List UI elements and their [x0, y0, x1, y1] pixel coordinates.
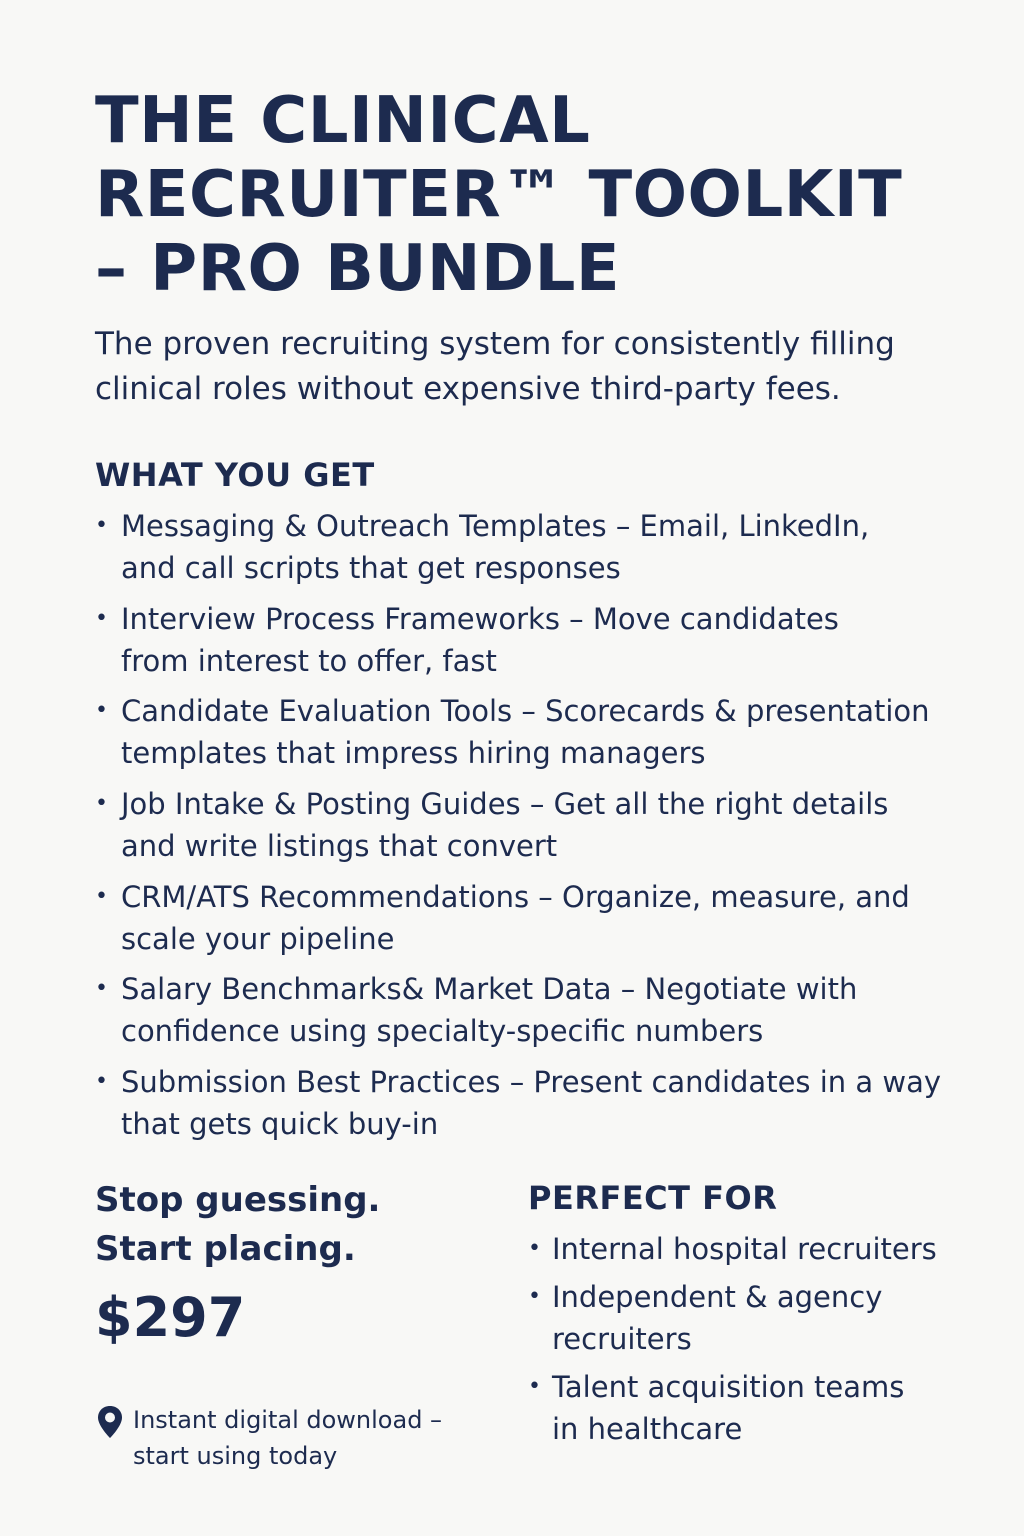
perfect-for-heading: PERFECT FOR: [528, 1179, 778, 1217]
bullet-icon: •: [528, 1236, 541, 1261]
tagline-line: Stop guessing.: [95, 1180, 381, 1220]
download-line: Instant digital download –: [133, 1406, 443, 1434]
bullet-icon: •: [95, 605, 108, 631]
download-text: [133, 1402, 442, 1474]
feature-item: [95, 783, 995, 867]
feature-text: Submission Best Practices – Present candidates in a way: [121, 1065, 942, 1100]
bullet-icon: •: [528, 1284, 541, 1309]
bullet-icon: •: [95, 791, 108, 817]
feature-text: templates that impress hiring managers: [121, 736, 706, 771]
audience-item: [528, 1228, 998, 1270]
bullet-icon: •: [95, 976, 108, 1002]
audience-item: [528, 1276, 998, 1360]
audience-item: [528, 1366, 998, 1450]
feature-item: [95, 505, 995, 589]
bullet-icon: •: [528, 1374, 541, 1399]
title-line: RECRUITER™ TOOLKIT: [95, 158, 903, 232]
feature-text: that gets quick buy-in: [121, 1107, 439, 1142]
feature-text: Interview Process Frameworks – Move candidates: [121, 601, 839, 636]
feature-text: CRM/ATS Recommendations – Organize, measure, and: [121, 879, 910, 914]
bullet-icon: •: [95, 698, 108, 724]
feature-text: and write listings that convert: [121, 829, 558, 864]
tagline: [95, 1176, 380, 1274]
audience-text: Independent & agency: [552, 1280, 883, 1314]
page-title: [95, 84, 975, 306]
location-pin-icon: [95, 1404, 125, 1440]
audience-text: Internal hospital recruiters: [552, 1232, 937, 1266]
feature-text: and call scripts that get responses: [121, 551, 621, 585]
audience-text: recruiters: [552, 1322, 692, 1356]
tagline-line: Start placing.: [95, 1229, 356, 1269]
feature-text: scale your pipeline: [121, 921, 395, 956]
subtitle-line: clinical roles without expensive third-party fees.: [95, 371, 841, 407]
bullet-icon: •: [95, 513, 108, 538]
feature-text: Messaging & Outreach Templates – Email, LinkedIn,: [121, 509, 870, 543]
title-line: THE CLINICAL: [95, 84, 591, 158]
subtitle-line: The proven recruiting system for consistently filling: [95, 326, 895, 362]
feature-item: [95, 1061, 995, 1145]
audience-list: [528, 1228, 998, 1456]
download-line: start using today: [133, 1442, 338, 1470]
feature-text: from interest to offer, fast: [121, 643, 497, 678]
price: $297: [95, 1286, 246, 1349]
feature-text: confidence using specialty-specific numbers: [121, 1014, 764, 1049]
bullet-icon: •: [95, 1069, 108, 1095]
feature-text: Salary Benchmarks& Market Data – Negotiate with: [121, 972, 858, 1007]
audience-text: Talent acquisition teams: [552, 1370, 905, 1404]
feature-item: [95, 598, 995, 682]
subtitle: [95, 322, 975, 412]
feature-text: Job Intake & Posting Guides – Get all the right details: [121, 787, 889, 822]
bullet-icon: •: [95, 883, 108, 909]
title-line: – PRO BUNDLE: [95, 232, 621, 306]
audience-text: in healthcare: [552, 1412, 743, 1446]
feature-item: [95, 968, 995, 1052]
what-you-get-heading: WHAT YOU GET: [95, 456, 375, 494]
feature-item: [95, 876, 995, 960]
feature-list: [95, 505, 995, 1154]
feature-text: Candidate Evaluation Tools – Scorecards & presentation: [121, 694, 930, 729]
feature-item: [95, 690, 995, 774]
